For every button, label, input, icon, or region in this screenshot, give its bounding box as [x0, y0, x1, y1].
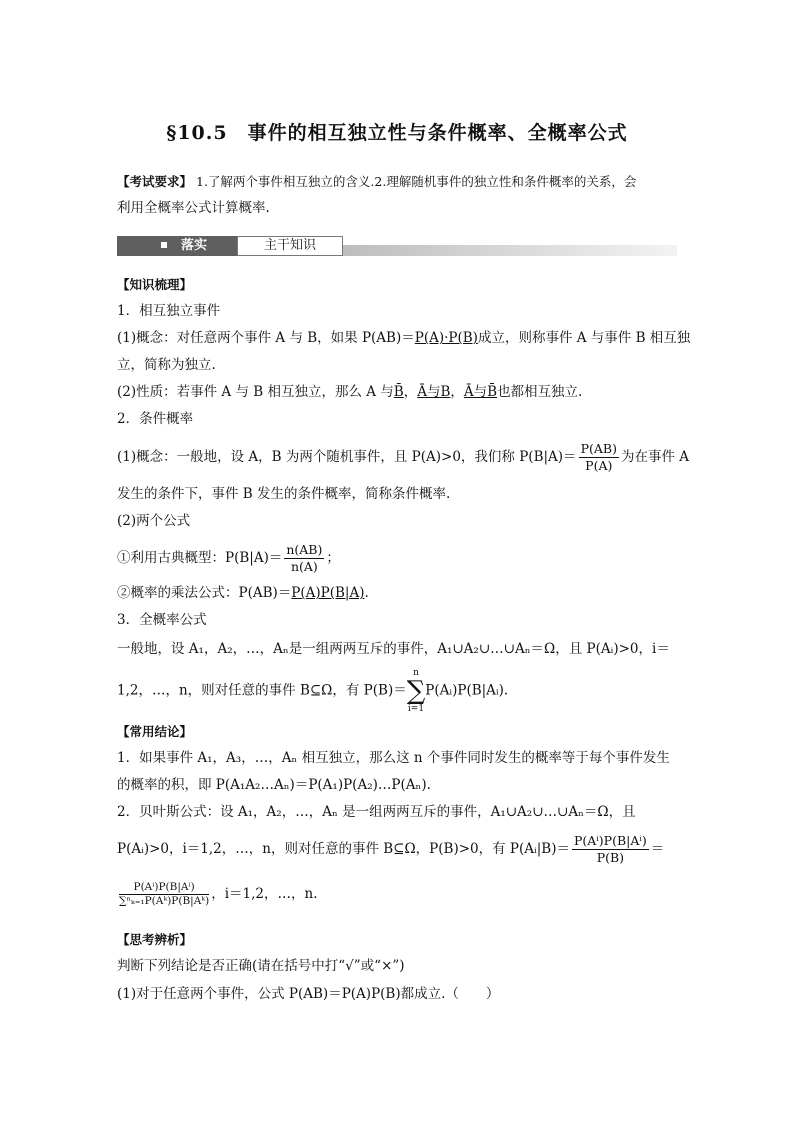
requirements-label: 【考试要求】: [117, 174, 193, 189]
c2-frac2-denominator: ∑ⁿₖ₌₁P(Aᵏ)P(B|Aᵏ): [119, 895, 210, 907]
banner-dark-tab: [117, 236, 237, 256]
exam-requirements: [117, 172, 677, 192]
s1-concept-text-b: 成立，则称事件 A 与事件 B 相互独: [477, 330, 691, 346]
s2-f1-denominator: n(A): [290, 559, 318, 574]
s1-prop-text-a: (2)性质：若事件 A 与 B 相互独立，那么 A 与: [117, 384, 394, 400]
s1-concept-blank: P(A)·P(B): [414, 330, 478, 346]
s2-f1-fraction: [284, 542, 324, 575]
s1-prop-sep-2: ，: [450, 384, 464, 400]
sigma-upper-limit: n: [413, 668, 419, 678]
c2-line2-text-a: P(Aᵢ)>0，i＝1,2，…，n，则对任意的事件 B⊆Ω，P(B)>0，有 P(Aᵢ|B)＝: [117, 841, 570, 857]
s1-concept-text-a: (1)概念：对任意两个事件 A 与 B，如果 P(AB)＝: [117, 330, 415, 346]
s2-fraction-denominator: P(A): [585, 458, 613, 473]
s2-formula-1: [117, 539, 677, 577]
s1-concept-text-c: 立，简称为独立.: [117, 357, 216, 373]
s3-line2-text-b: P(Aᵢ)P(B|Aᵢ).: [425, 682, 509, 699]
s2-concept-text-b: 为在事件 A: [620, 449, 689, 465]
s3-line-2: [117, 668, 677, 714]
c2-line2-text-b: ＝: [650, 841, 665, 857]
banner-light-label: 主干知识: [237, 236, 343, 256]
section-banner: [117, 236, 677, 256]
thinking-question-1: (1)对于任意两个事件，公式 P(AB)＝P(A)P(B)都成立.（ ）: [117, 986, 500, 1002]
square-bullet-icon: [161, 242, 167, 248]
s3-line-1: 一般地，设 A₁，A₂，…，Aₙ是一组两两互斥的事件，A₁∪A₂∪…∪Aₙ＝Ω，且 P(Aᵢ)>0，i＝: [117, 641, 670, 657]
s1-prop-text-c: 也都相互独立.: [497, 384, 583, 400]
s2-fraction-numerator: P(AB): [580, 441, 617, 456]
section-2-title: 2．条件概率: [117, 411, 194, 427]
c2-line-3: [117, 875, 677, 913]
thinking-intro: 判断下列结论是否正确(请在括号中打“√”或“×”): [117, 958, 405, 974]
s2-f1-text-a: ①利用古典概型：P(B|A)＝: [117, 550, 283, 566]
conclusions-heading: 【常用结论】: [117, 724, 193, 739]
section-3-title: 3．全概率公式: [117, 612, 207, 628]
requirements-text-2: 利用全概率公式计算概率.: [117, 200, 270, 216]
s2-f1-numerator: n(AB): [286, 542, 323, 557]
requirements-text-1: 1.了解两个事件相互独立的含义.2.理解随机事件的独立性和条件概率的关系，会: [196, 174, 637, 189]
sigma-glyph: ∑: [406, 676, 426, 706]
c2-line-1: 2．贝叶斯公式：设 A₁，A₂，…，Aₙ 是一组两两互斥的事件，A₁∪A₂∪…∪Aₙ＝Ω，且: [117, 804, 636, 820]
summation-symbol: [407, 668, 426, 714]
c2-fraction-2: [119, 881, 209, 908]
s2-f2-blank: P(A)P(B|A): [291, 585, 365, 601]
banner-gradient-bar: [343, 245, 677, 256]
s1-prop-blank-3: Ā与B̄: [463, 384, 498, 400]
knowledge-heading: 【知识梳理】: [117, 277, 193, 292]
c2-line3-text-b: ，i＝1,2，…，n.: [211, 886, 318, 902]
s2-concept-text-c: 发生的条件下，事件 B 发生的条件概率，简称条件概率.: [117, 486, 451, 502]
s2-f2-text-b: .: [364, 585, 369, 601]
s1-property-line: [117, 382, 677, 402]
s1-prop-blank-2: Ā与B: [417, 384, 451, 400]
s1-prop-sep-1: ，: [403, 384, 418, 400]
banner-dark-label: 落实: [181, 238, 208, 253]
section-1-title: 1．相互独立事件: [117, 303, 221, 319]
c1-line-2: 的概率的积，即 P(A₁A₂…Aₙ)＝P(A₁)P(A₂)…P(Aₙ).: [117, 777, 431, 793]
c2-fraction-1: [572, 833, 649, 866]
c1-line-1: 1．如果事件 A₁，A₃，…，Aₙ 相互独立，那么这 n 个事件同时发生的概率等于每个事件发生: [117, 750, 670, 766]
sigma-lower-limit: i=1: [407, 704, 425, 714]
s2-f1-text-b: ；: [326, 550, 340, 566]
c2-line-2: [117, 830, 677, 868]
s1-concept-line: [117, 328, 691, 348]
s2-formula-2: [117, 583, 677, 603]
c2-frac2-numerator: P(Aⁱ)P(B|Aⁱ): [119, 881, 209, 895]
s3-line2-text-a: 1,2，…，n，则对任意的事件 B⊆Ω，有 P(B)＝: [117, 682, 407, 699]
c2-frac1-numerator: P(Aⁱ)P(B|Aⁱ): [573, 833, 647, 848]
c2-frac1-denominator: P(B): [596, 850, 625, 865]
page-title: §10.5 事件的相互独立性与条件概率、全概率公式: [166, 122, 628, 144]
thinking-heading: 【思考辨析】: [117, 932, 193, 947]
s2-concept-text-a: (1)概念：一般地，设 A，B 为两个随机事件，且 P(A)>0，我们称 P(B|A)＝: [117, 449, 577, 465]
s2-fraction: [579, 441, 619, 474]
s2-f2-text-a: ②概率的乘法公式：P(AB)＝: [117, 585, 292, 601]
s2-concept-line: [117, 438, 689, 476]
s1-prop-blank-1: B̄: [393, 384, 404, 400]
s2-two-formulas: (2)两个公式: [117, 513, 191, 529]
